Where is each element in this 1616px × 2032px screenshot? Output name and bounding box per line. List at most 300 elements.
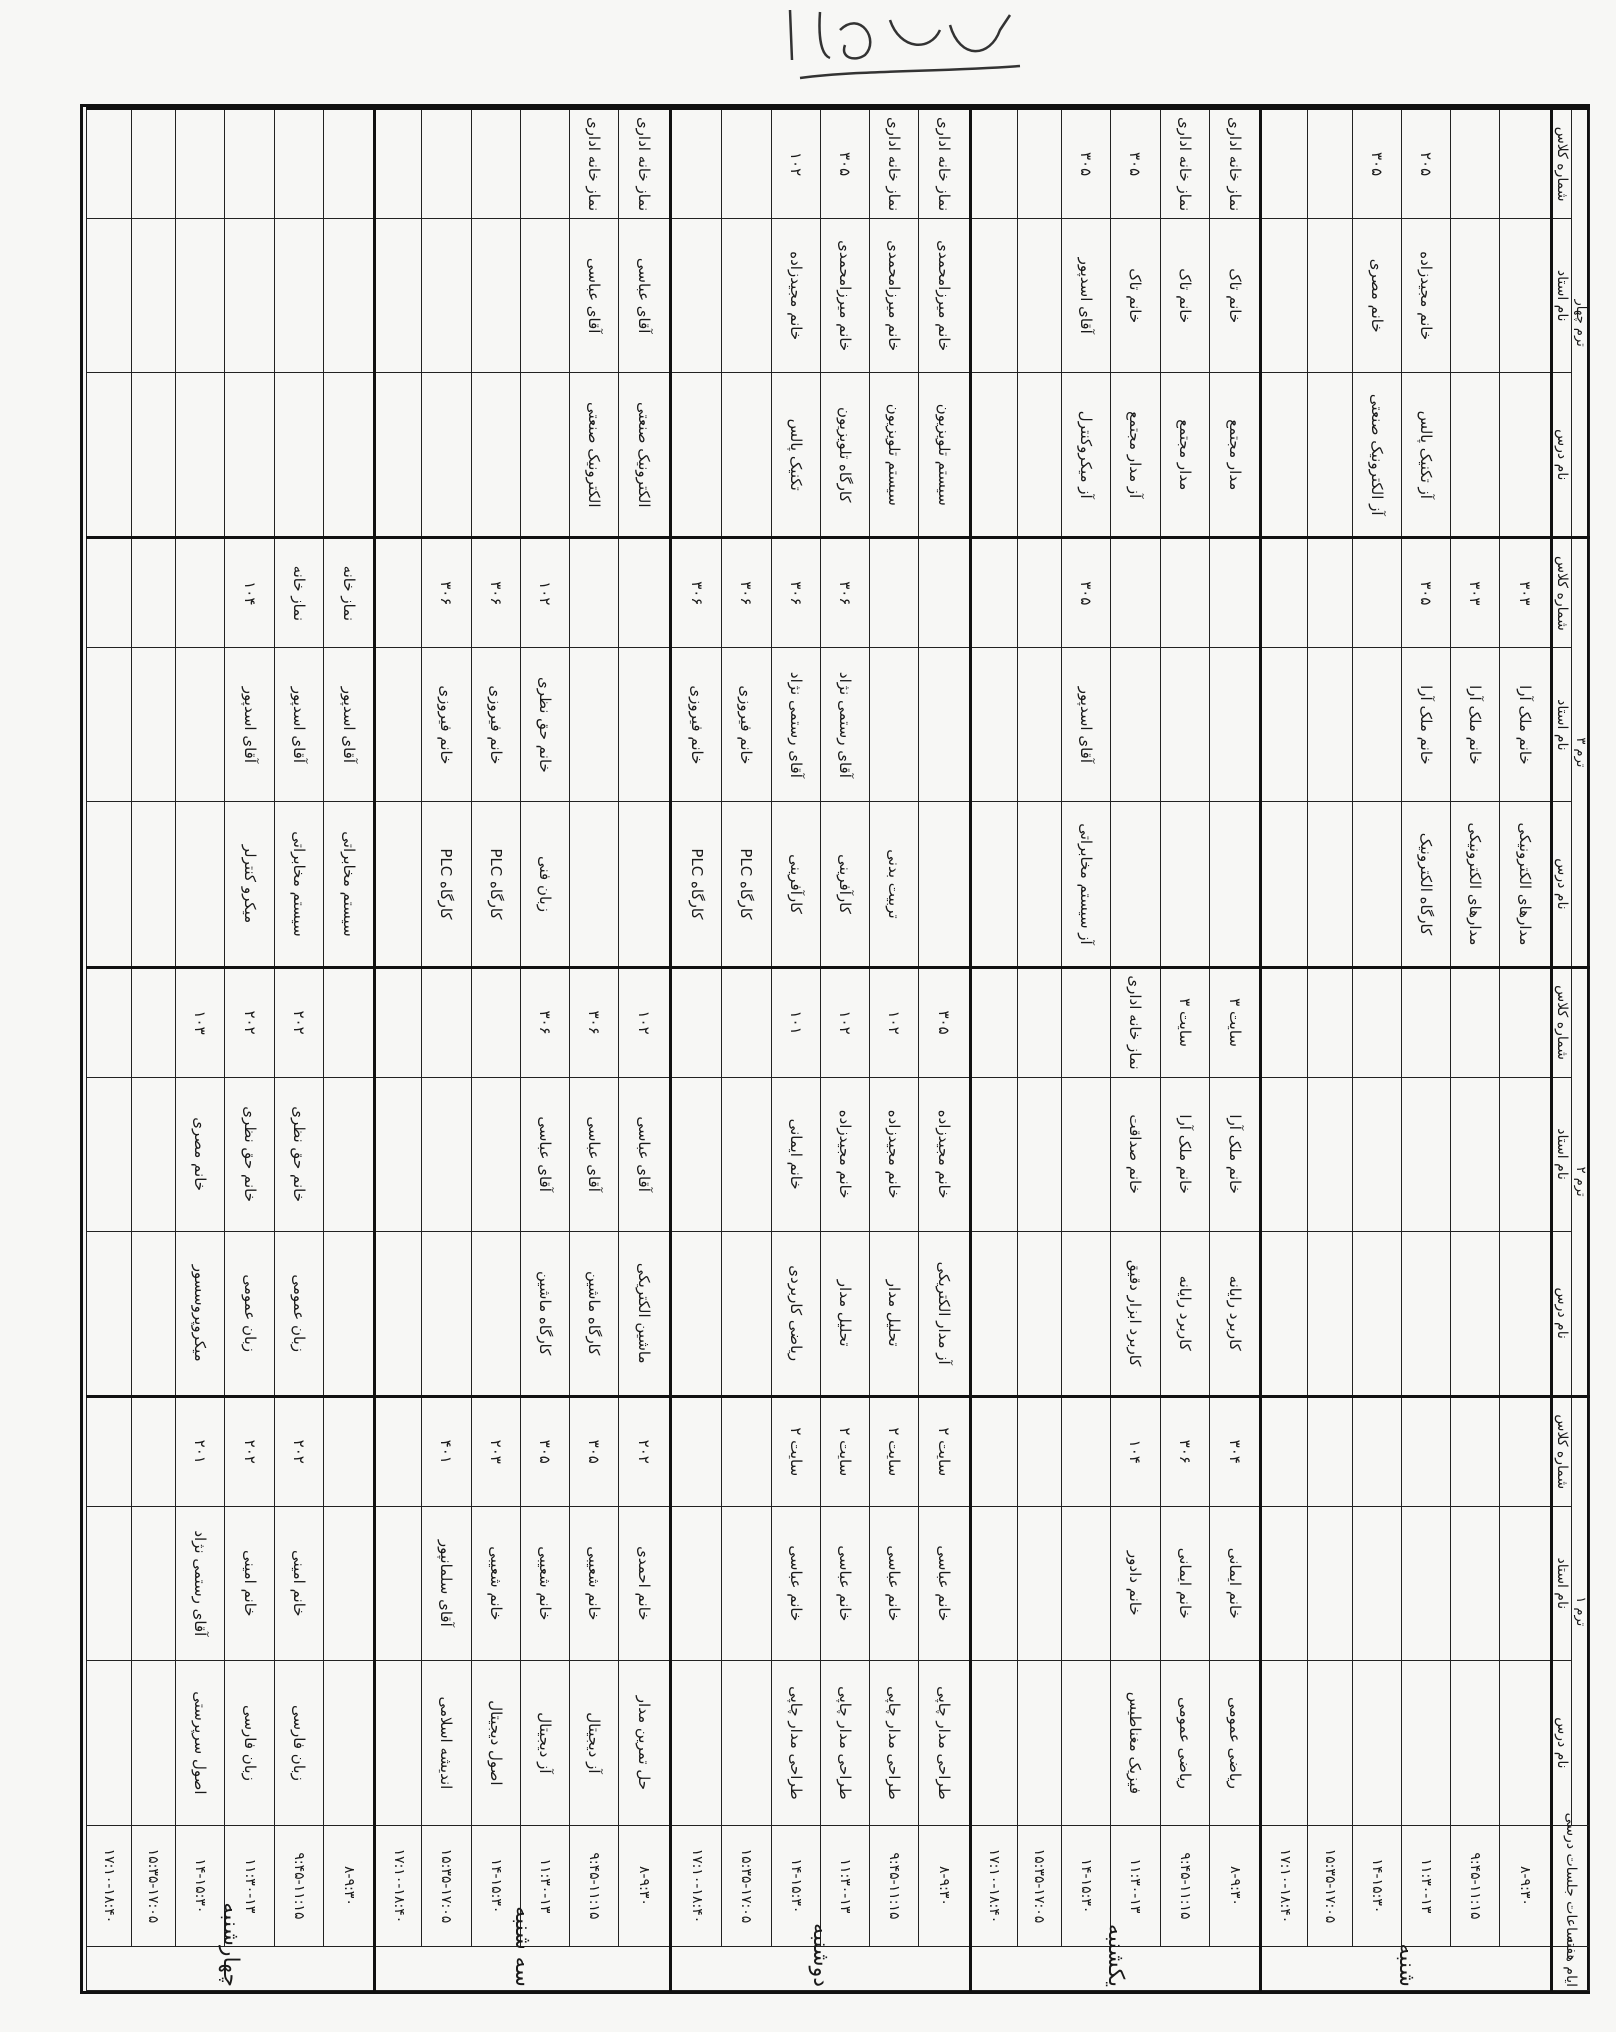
t3-course-cell (1111, 802, 1160, 967)
t4-teacher-cell (274, 219, 323, 373)
t2-teacher-cell: خانم ملک آرا (1160, 1077, 1209, 1231)
t4-room-cell (422, 109, 471, 219)
t4-course-cell: الکترونیک صنعتی (619, 373, 671, 538)
t1-room-cell (722, 1396, 771, 1506)
t3-room-cell (1308, 538, 1353, 648)
t3-teacher-cell: خانم فیروزی (722, 648, 771, 802)
t2-course-cell: زبان عمومی (225, 1231, 274, 1396)
schedule-row (422, 109, 471, 1991)
t2-room-cell (722, 967, 771, 1077)
time-slot: ۱۱:۳۰-۱۳ (225, 1825, 274, 1946)
t4-room-cell: ۳۰۵ (1111, 109, 1160, 219)
t3-teacher-cell (619, 648, 671, 802)
t1-course-cell: اصول سرپرستی (176, 1660, 225, 1825)
t1-room-cell (1017, 1396, 1062, 1506)
t4-room-cell: نماز خانه اداری (619, 109, 671, 219)
t1-room-cell: ۳۰۵ (569, 1396, 618, 1506)
day-name: چهارشنبه (87, 1946, 375, 1990)
t1-course-cell (1500, 1660, 1552, 1825)
t3-teacher-cell (1209, 648, 1261, 802)
t4-course-cell: آز تکنیک پالس (1402, 373, 1451, 538)
t1-room-cell (323, 1396, 375, 1506)
t3-teacher-cell (970, 648, 1017, 802)
t1-course-cell (1261, 1660, 1308, 1825)
t2-room-cell (1402, 967, 1451, 1077)
t4-course-cell (1451, 373, 1500, 538)
t2-teacher-cell: خانم صداقت (1111, 1077, 1160, 1231)
t3-course-cell (1209, 802, 1261, 967)
t1-teacher-cell (1308, 1506, 1353, 1660)
t3-room-cell: ۳۰۶ (820, 538, 869, 648)
time-slot: ۱۴-۱۵:۳۰ (471, 1825, 520, 1946)
t2-room-cell: ۳۰۶ (569, 967, 618, 1077)
t3-teacher-cell: خانم ملک آرا (1402, 648, 1451, 802)
t1-course-cell (375, 1660, 422, 1825)
t1-course-cell: حل تمرین مدار (619, 1660, 671, 1825)
t4-course-cell: آز مدار مجتمع (1111, 373, 1160, 538)
t1-teacher-cell (1500, 1506, 1552, 1660)
t2-course-cell (1352, 1231, 1401, 1396)
t2-room-cell (131, 967, 176, 1077)
t4-room-cell: ۳۰۵ (1352, 109, 1401, 219)
t1-teacher-cell: خانم شعیبی (471, 1506, 520, 1660)
t3-course-cell: سیستم مخابراتی (274, 802, 323, 967)
t1-course-cell: ریاضی عمومی (1209, 1660, 1261, 1825)
t3-course-cell (919, 802, 971, 967)
t4-teacher-cell (1500, 219, 1552, 373)
t3-room-cell (375, 538, 422, 648)
t4-teacher-cell: خانم میرزامحمدی (869, 219, 918, 373)
t2-course-cell: تحلیل مدار (820, 1231, 869, 1396)
t1-room-cell (1062, 1396, 1111, 1506)
t1-course-cell: طراحی مدار چاپی (869, 1660, 918, 1825)
term1-header: ترم ۱ (1572, 1396, 1590, 1825)
t1-teacher-cell: خانم امینی (274, 1506, 323, 1660)
t3-room-cell: ۱۰۲ (520, 538, 569, 648)
t4-room-cell: ۲۰۵ (1402, 109, 1451, 219)
t4-room-cell (1451, 109, 1500, 219)
t4-teacher-cell (670, 219, 722, 373)
t1-room-cell (131, 1396, 176, 1506)
t1-room-cell (970, 1396, 1017, 1506)
schedule-row (1352, 109, 1401, 1991)
t2-room-cell (1261, 967, 1308, 1077)
teacher-header: نام استاد (1552, 1506, 1572, 1660)
t3-room-cell (869, 538, 918, 648)
t4-course-cell (225, 373, 274, 538)
t3-course-cell: کارگاه PLC (722, 802, 771, 967)
t4-room-cell (520, 109, 569, 219)
t1-room-cell: ۲۰۳ (471, 1396, 520, 1506)
t3-room-cell (619, 538, 671, 648)
t3-course-cell (375, 802, 422, 967)
time-slot: ۹:۴۵-۱۱:۱۵ (569, 1825, 618, 1946)
t2-teacher-cell: آقای عباسی (520, 1077, 569, 1231)
t2-teacher-cell (422, 1077, 471, 1231)
t1-teacher-cell: خانم عباسی (820, 1506, 869, 1660)
t3-room-cell (87, 538, 132, 648)
time-slot: ۱۷:۱۰-۱۸:۴۰ (670, 1825, 722, 1946)
course-header: نام درس (1552, 373, 1572, 538)
t1-course-cell (1402, 1660, 1451, 1825)
t4-course-cell: سیستم تلویزیون (919, 373, 971, 538)
t2-teacher-cell (1352, 1077, 1401, 1231)
t2-room-cell: ۲۰۲ (274, 967, 323, 1077)
t2-teacher-cell: آقای عباسی (619, 1077, 671, 1231)
t4-room-cell: نماز خانه اداری (1160, 109, 1209, 219)
t4-teacher-cell: آقای عباسی (619, 219, 671, 373)
t4-teacher-cell: خانم تاک (1209, 219, 1261, 373)
t2-teacher-cell (1451, 1077, 1500, 1231)
t1-room-cell (375, 1396, 422, 1506)
t1-room-cell: ۲۰۲ (225, 1396, 274, 1506)
schedule-row (1308, 109, 1353, 1991)
t3-course-cell (569, 802, 618, 967)
teacher-header: نام استاد (1552, 648, 1572, 802)
subheader-row (1552, 109, 1572, 1991)
t1-teacher-cell (970, 1506, 1017, 1660)
schedule-row (569, 109, 618, 1991)
t2-teacher-cell (970, 1077, 1017, 1231)
t2-room-cell (422, 967, 471, 1077)
t2-course-cell (1017, 1231, 1062, 1396)
t2-course-cell (1451, 1231, 1500, 1396)
t4-room-cell (375, 109, 422, 219)
t3-course-cell (1352, 802, 1401, 967)
t4-teacher-cell (722, 219, 771, 373)
t1-course-cell (131, 1660, 176, 1825)
schedule-row (274, 109, 323, 1991)
t3-room-cell: ۱۰۴ (225, 538, 274, 648)
t1-course-cell: طراحی مدار چاپی (771, 1660, 820, 1825)
t4-room-cell (670, 109, 722, 219)
t2-room-cell (1308, 967, 1353, 1077)
schedule-row (1160, 109, 1209, 1991)
t2-room-cell (970, 967, 1017, 1077)
t3-room-cell: ۳۰۶ (471, 538, 520, 648)
t2-course-cell: میکروپروسسور (176, 1231, 225, 1396)
time-slot: ۹:۴۵-۱۱:۱۵ (1451, 1825, 1500, 1946)
schedule-row (520, 109, 569, 1991)
t1-room-cell: ۲۰۲ (274, 1396, 323, 1506)
t1-room-cell: سایت ۲ (771, 1396, 820, 1506)
t4-course-cell: تکنیک پالس (771, 373, 820, 538)
t2-course-cell (323, 1231, 375, 1396)
t4-course-cell (1500, 373, 1552, 538)
schedule-row (869, 109, 918, 1991)
t2-course-cell (471, 1231, 520, 1396)
t1-room-cell: ۲۰۲ (619, 1396, 671, 1506)
t3-teacher-cell: آقای رستمی نژاد (820, 648, 869, 802)
t4-course-cell (1261, 373, 1308, 538)
t1-room-cell: ۳۰۶ (1160, 1396, 1209, 1506)
t4-teacher-cell: آقای اسدپور (1062, 219, 1111, 373)
t4-teacher-cell: خانم تاک (1160, 219, 1209, 373)
t2-course-cell (87, 1231, 132, 1396)
t1-teacher-cell (375, 1506, 422, 1660)
time-slot: ۸-۹:۳۰ (1209, 1825, 1261, 1946)
t3-teacher-cell: آقای اسدپور (274, 648, 323, 802)
day-name: سه شنبه (375, 1946, 670, 1990)
t4-teacher-cell (375, 219, 422, 373)
schedule-row (919, 109, 971, 1991)
t2-course-cell: کارگاه ماشین (520, 1231, 569, 1396)
t4-course-cell (422, 373, 471, 538)
t4-course-cell (375, 373, 422, 538)
t4-course-cell (1017, 373, 1062, 538)
t3-room-cell (1352, 538, 1401, 648)
t4-course-cell: مدار مجتمع (1160, 373, 1209, 538)
t3-course-cell (176, 802, 225, 967)
t3-teacher-cell: آقای اسدپور (1062, 648, 1111, 802)
t2-course-cell: زبان عمومی (274, 1231, 323, 1396)
t1-course-cell (87, 1660, 132, 1825)
t2-teacher-cell (1062, 1077, 1111, 1231)
t4-course-cell (323, 373, 375, 538)
t2-room-cell (471, 967, 520, 1077)
t3-course-cell (619, 802, 671, 967)
t3-course-cell (131, 802, 176, 967)
t1-teacher-cell: خانم امینی (225, 1506, 274, 1660)
time-column-header: ساعات جلسات درسی (1552, 1825, 1590, 1946)
t3-room-cell: نماز خانه (274, 538, 323, 648)
t3-course-cell (1017, 802, 1062, 967)
time-slot: ۱۱:۳۰-۱۳ (520, 1825, 569, 1946)
t4-room-cell (225, 109, 274, 219)
t3-teacher-cell: خانم ملک آرا (1500, 648, 1552, 802)
t3-teacher-cell: خانم فیروزی (670, 648, 722, 802)
t3-room-cell: ۳۰۶ (771, 538, 820, 648)
t1-course-cell: زبان فارسی (274, 1660, 323, 1825)
t3-room-cell (1111, 538, 1160, 648)
t1-teacher-cell (722, 1506, 771, 1660)
t3-teacher-cell (375, 648, 422, 802)
t3-room-cell (1261, 538, 1308, 648)
t2-room-cell: ۱۰۲ (869, 967, 918, 1077)
t4-course-cell (670, 373, 722, 538)
day-name: دوشنبه (670, 1946, 970, 1990)
t2-room-cell (1062, 967, 1111, 1077)
t2-room-cell (670, 967, 722, 1077)
t4-course-cell: سیستم تلویزیون (869, 373, 918, 538)
t1-room-cell (1402, 1396, 1451, 1506)
t1-course-cell: زبان فارسی (225, 1660, 274, 1825)
t3-room-cell: ۳۰۶ (722, 538, 771, 648)
schedule-row (1402, 109, 1451, 1991)
t3-room-cell (1017, 538, 1062, 648)
time-slot: ۹:۴۵-۱۱:۱۵ (1160, 1825, 1209, 1946)
t3-teacher-cell (1017, 648, 1062, 802)
t3-course-cell: سیستم مخابراتی (323, 802, 375, 967)
t3-teacher-cell (919, 648, 971, 802)
t3-course-cell: کارآفرینی (771, 802, 820, 967)
t3-course-cell (970, 802, 1017, 967)
schedule-row (619, 109, 671, 1991)
schedule-row (1451, 109, 1500, 1991)
t3-teacher-cell: خانم فیروزی (422, 648, 471, 802)
t2-teacher-cell: خانم حق نظری (274, 1077, 323, 1231)
t1-room-cell: ۳۰۴ (1209, 1396, 1261, 1506)
time-slot: ۸-۹:۳۰ (919, 1825, 971, 1946)
t4-room-cell: نماز خانه اداری (869, 109, 918, 219)
time-slot: ۱۴-۱۵:۳۰ (176, 1825, 225, 1946)
t3-room-cell: ۳۰۶ (422, 538, 471, 648)
t3-room-cell: ۳۰۵ (1062, 538, 1111, 648)
t4-room-cell (1017, 109, 1062, 219)
schedule-row (1500, 109, 1552, 1991)
t4-course-cell (722, 373, 771, 538)
t4-course-cell: مدار مجتمع (1209, 373, 1261, 538)
schedule-row (1111, 109, 1160, 1991)
t2-course-cell (670, 1231, 722, 1396)
t2-teacher-cell (87, 1077, 132, 1231)
t2-room-cell (375, 967, 422, 1077)
t1-course-cell: آز دیجیتال (569, 1660, 618, 1825)
t3-teacher-cell (1261, 648, 1308, 802)
t3-teacher-cell (1352, 648, 1401, 802)
t1-room-cell: ۲۰۱ (176, 1396, 225, 1506)
t4-teacher-cell: خانم مصری (1352, 219, 1401, 373)
t2-teacher-cell (471, 1077, 520, 1231)
t4-room-cell (1308, 109, 1353, 219)
time-slot: ۱۵:۳۵-۱۷:۰۵ (131, 1825, 176, 1946)
t2-teacher-cell: خانم حق نظری (225, 1077, 274, 1231)
t1-room-cell: سایت ۲ (869, 1396, 918, 1506)
t4-teacher-cell: آقای عباسی (569, 219, 618, 373)
term4-header: ترم چهار (1572, 109, 1590, 538)
time-slot: ۱۵:۳۵-۱۷:۰۵ (422, 1825, 471, 1946)
room-header: شماره کلاس (1552, 538, 1572, 648)
t1-teacher-cell: خانم عباسی (869, 1506, 918, 1660)
schedule-row (131, 109, 176, 1991)
t4-room-cell: ۳۰۵ (1062, 109, 1111, 219)
t2-teacher-cell: خانم مصری (176, 1077, 225, 1231)
t1-teacher-cell: خانم شعیبی (520, 1506, 569, 1660)
t1-teacher-cell: خانم ایمانی (1160, 1506, 1209, 1660)
t2-room-cell (1352, 967, 1401, 1077)
t2-room-cell: ۳۰۶ (520, 967, 569, 1077)
schedule-row (771, 109, 820, 1991)
t2-room-cell: ۲۰۲ (225, 967, 274, 1077)
t1-course-cell: طراحی مدار چاپی (820, 1660, 869, 1825)
t4-course-cell (970, 373, 1017, 538)
t1-course-cell: فیزیک مغناطیس (1111, 1660, 1160, 1825)
t2-room-cell: سایت ۳ (1209, 967, 1261, 1077)
t2-course-cell (970, 1231, 1017, 1396)
t2-teacher-cell (1017, 1077, 1062, 1231)
schedule-row (176, 109, 225, 1991)
t1-teacher-cell (1451, 1506, 1500, 1660)
t3-teacher-cell: خانم فیروزی (471, 648, 520, 802)
t4-teacher-cell (225, 219, 274, 373)
time-slot: ۱۷:۱۰-۱۸:۴۰ (1261, 1825, 1308, 1946)
t2-teacher-cell: خانم ملک آرا (1209, 1077, 1261, 1231)
t4-room-cell: نماز خانه اداری (1209, 109, 1261, 219)
t2-room-cell: سایت ۳ (1160, 967, 1209, 1077)
t3-course-cell: میکرو کنترلر (225, 802, 274, 967)
t4-teacher-cell (471, 219, 520, 373)
t2-teacher-cell (131, 1077, 176, 1231)
t4-course-cell (131, 373, 176, 538)
time-slot: ۹:۴۵-۱۱:۱۵ (274, 1825, 323, 1946)
t2-teacher-cell (1500, 1077, 1552, 1231)
t2-course-cell: کاربرد رایانه (1160, 1231, 1209, 1396)
t4-teacher-cell (520, 219, 569, 373)
t4-course-cell (176, 373, 225, 538)
t3-course-cell (1261, 802, 1308, 967)
t4-teacher-cell: خانم میرزامحمدی (919, 219, 971, 373)
t1-course-cell: اصول دیجیتال (471, 1660, 520, 1825)
t2-course-cell: کاربرد ابزار دقیق (1111, 1231, 1160, 1396)
t4-room-cell: نماز خانه اداری (569, 109, 618, 219)
t4-room-cell (176, 109, 225, 219)
t3-room-cell: ۳۰۳ (1451, 538, 1500, 648)
t1-course-cell (970, 1660, 1017, 1825)
t4-teacher-cell (422, 219, 471, 373)
schedule-row (1261, 109, 1308, 1991)
t3-course-cell (1308, 802, 1353, 967)
t1-room-cell (1261, 1396, 1308, 1506)
time-slot: ۱۴-۱۵:۳۰ (1352, 1825, 1401, 1946)
t2-course-cell (131, 1231, 176, 1396)
t3-teacher-cell (176, 648, 225, 802)
t4-room-cell (1500, 109, 1552, 219)
schedule-row (87, 109, 132, 1991)
t3-course-cell: آز سیستم مخابراتی (1062, 802, 1111, 967)
t4-room-cell (1261, 109, 1308, 219)
t3-room-cell: ۳۰۶ (670, 538, 722, 648)
time-slot: ۱۱:۳۰-۱۳ (820, 1825, 869, 1946)
t1-room-cell (1451, 1396, 1500, 1506)
t4-room-cell (274, 109, 323, 219)
t4-teacher-cell (1017, 219, 1062, 373)
t3-teacher-cell: آقای اسدپور (225, 648, 274, 802)
t2-room-cell: ۱۰۳ (176, 967, 225, 1077)
t4-teacher-cell (131, 219, 176, 373)
t1-teacher-cell (1352, 1506, 1401, 1660)
t2-teacher-cell: خانم ایمانی (771, 1077, 820, 1231)
schedule-row (670, 109, 722, 1991)
teacher-header: نام استاد (1552, 1077, 1572, 1231)
t1-teacher-cell: خانم شعیبی (569, 1506, 618, 1660)
t3-room-cell (919, 538, 971, 648)
t2-teacher-cell (1308, 1077, 1353, 1231)
t2-course-cell: آز مدار الکتریکی (919, 1231, 971, 1396)
t2-teacher-cell: خانم مجیدزاده (820, 1077, 869, 1231)
day-name: یکشنبه (970, 1946, 1261, 1990)
t1-room-cell (670, 1396, 722, 1506)
time-slot: ۱۷:۱۰-۱۸:۴۰ (375, 1825, 422, 1946)
t4-room-cell (131, 109, 176, 219)
schedule-row (820, 109, 869, 1991)
t1-course-cell (722, 1660, 771, 1825)
t1-teacher-cell: خانم عباسی (771, 1506, 820, 1660)
t4-course-cell (87, 373, 132, 538)
t1-teacher-cell (670, 1506, 722, 1660)
t4-room-cell (87, 109, 132, 219)
schedule-row (722, 109, 771, 1991)
t4-teacher-cell (1308, 219, 1353, 373)
t4-room-cell (323, 109, 375, 219)
t3-room-cell: ۳۰۵ (1402, 538, 1451, 648)
t2-room-cell (323, 967, 375, 1077)
t4-teacher-cell: خانم مجیدزاده (1402, 219, 1451, 373)
t1-course-cell: اندیشه اسلامی (422, 1660, 471, 1825)
t1-course-cell (1017, 1660, 1062, 1825)
t1-teacher-cell: خانم احمدی (619, 1506, 671, 1660)
term3-header: ترم ۳ (1572, 538, 1590, 967)
t2-course-cell: کارگاه ماشین (569, 1231, 618, 1396)
